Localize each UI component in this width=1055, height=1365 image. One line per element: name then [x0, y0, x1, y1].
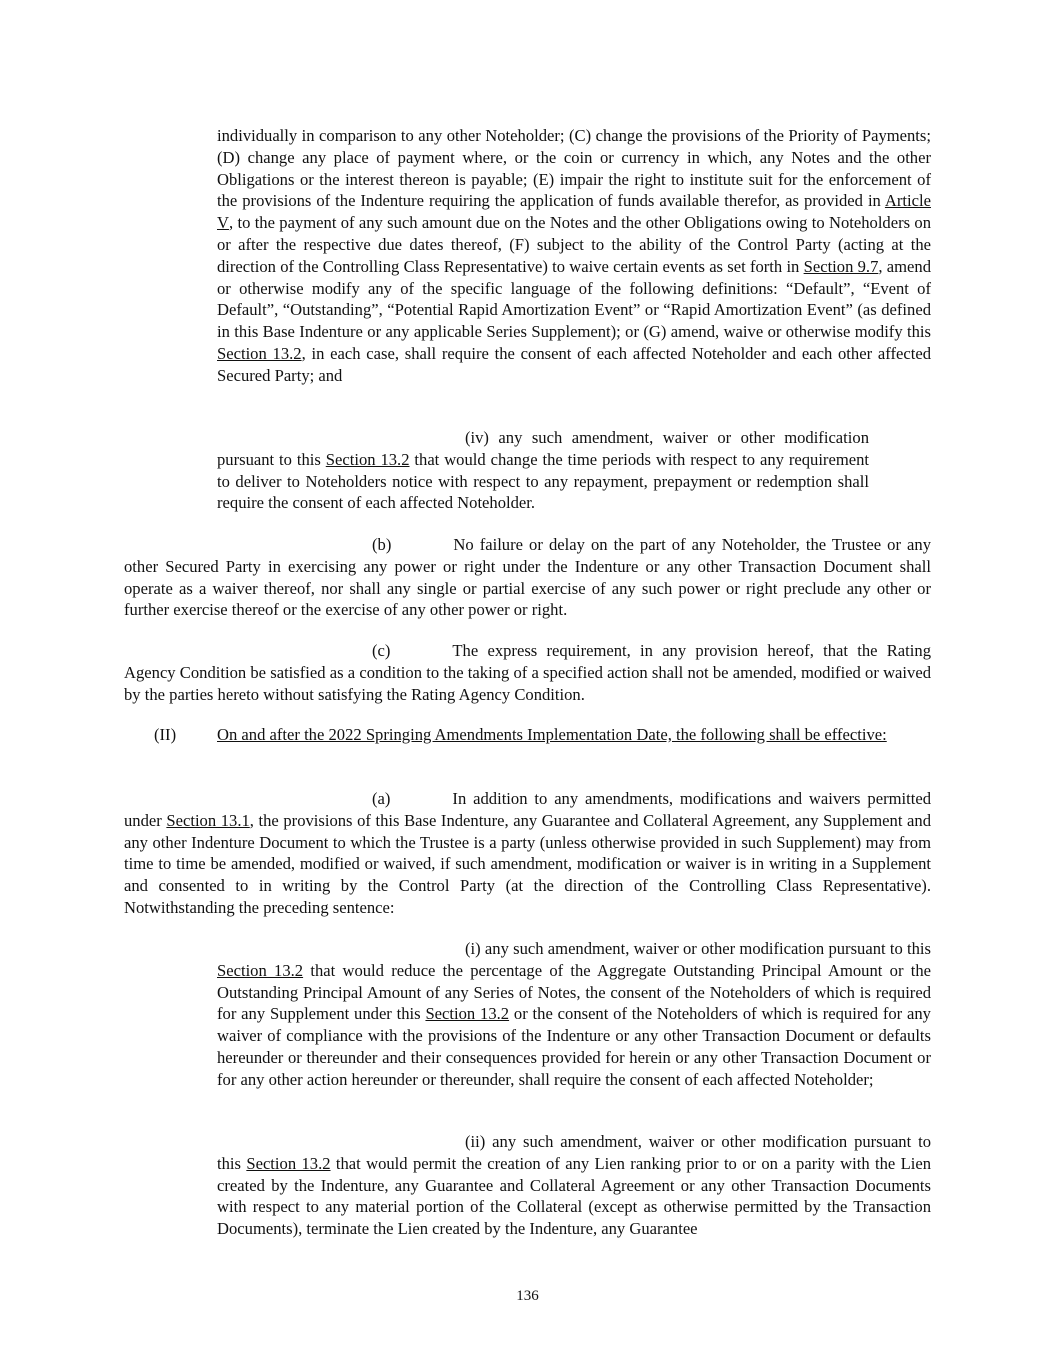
clause-b	[124, 534, 931, 621]
clause-a-number: (a)	[372, 789, 391, 808]
paragraph-continuation	[217, 125, 931, 387]
clause-c-number: (c)	[372, 641, 391, 660]
clause-iv	[217, 427, 869, 514]
paragraph-text: individually in comparison to any other Noteholder; (C) change the provisions of the Priority of Payments; (D) change any place of payment where, or the coin or currency in which, any Notes and the other Obligations or the interest thereon is payable; (E) impair the right to institute suit for the enforcement of the provisions of the Indenture requiring the application of funds available therefor, as provided in Article V, to the payment of any such amount due on the Notes and the other Obligations owing to Noteholders on or after the respective due dates thereof, (F) subject to the ability of the Control Party (acting at the direction of the Controlling Class Representative) to waive certain events as set forth in Section 9.7, amend or otherwise modify any of the specific language of the following definitions: “Default”, “Event of Default”, “Outstanding”, “Potential Rapid Amortization Event” or “Rapid Amortization Event” (as defined in this Base Indenture or any applicable Series Supplement); or (G) amend, waive or otherwise modify this Section 13.2, in each case, shall require the consent of each affected Noteholder and each other affected Secured Party; and	[217, 126, 932, 385]
clause-iv-number: (iv)	[465, 428, 489, 447]
clause-a	[124, 788, 931, 919]
clause-i	[217, 938, 931, 1091]
section-13-1-reference: Section 13.1	[166, 810, 250, 830]
section-13-2-reference: Section 13.2	[217, 343, 302, 363]
clause-a-text: (a) In addition to any amendments, modifications and waivers permitted under Section 13.1, the provisions of this Base Indenture, any Guarantee and Collateral Agreement, any Supplement and any other Indenture Document to which the Trustee is a party (unless otherwise provided in such Supplement) may from time to time be amended, modified or waived, if such amendment, modification or waiver is in writing in a Supplement and consented to in writing by the Control Party (at the direction of the Controlling Class Representative). Notwithstanding the preceding sentence:	[124, 789, 931, 917]
section-13-2-reference: Section 13.2	[325, 449, 410, 469]
clause-i-number: (i)	[465, 939, 481, 958]
clause-i-text: (i) any such amendment, waiver or other modification pursuant to this Section 13.2 that would reduce the percentage of the Aggregate Outstanding Principal Amount or the Outstanding Principal Amount of any Series of Notes, the consent of the Noteholders of which is required for any Supplement under this Section 13.2 or the consent of the Noteholders of which is required for any waiver of compliance with the provisions of the Indenture or any other Transaction Document or defaults hereunder or thereunder and their consequences provided for herein or any other Transaction Document or for any other action hereunder or thereunder, shall require the consent of each affected Noteholder;	[217, 939, 931, 1089]
article-v-reference: Article V	[217, 191, 931, 233]
clause-c-text: (c) The express requirement, in any provision hereof, that the Rating Agency Condition be satisfied as a condition to the taking of a specified action shall not be amended, modified or waived by the parties hereto without satisfying the Rating Agency Condition.	[124, 641, 931, 704]
heading-text: On and after the 2022 Springing Amendments Implementation Date, the following shall be effective:	[217, 725, 887, 744]
clause-iv-text: (iv) any such amendment, waiver or other modification pursuant to this Section 13.2 that would change the time periods with respect to any requirement to deliver to Noteholders notice with respect to any repayment, prepayment or redemption shall require the consent of each affected Noteholder.	[217, 428, 869, 513]
page-number: 136	[516, 1288, 539, 1304]
section-13-2-reference: Section 13.2	[246, 1153, 331, 1173]
section-9-7-reference: Section 9.7	[803, 256, 879, 276]
section-13-2-reference: Section 13.2	[217, 960, 304, 980]
section-13-2-reference: Section 13.2	[425, 1004, 510, 1024]
clause-c	[124, 640, 931, 705]
clause-ii-text: (ii) any such amendment, waiver or other modification pursuant to this Section 13.2 that would permit the creation of any Lien ranking prior to or on a parity with the Lien created by the Indenture, any Guarantee and Collateral Agreement or any other Transaction Documents with respect to any material portion of the Collateral (except as otherwise permitted by the Transaction Documents), terminate the Lien created by the Indenture, any Guarantee	[217, 1132, 931, 1239]
heading-label: (II)	[154, 725, 177, 744]
clause-b-number: (b)	[372, 535, 392, 554]
clause-ii-number: (ii)	[465, 1132, 486, 1151]
clause-b-text: (b) No failure or delay on the part of any Noteholder, the Trustee or any other Secured Party in exercising any power or right under the Indenture or any other Transaction Document shall operate as a waiver thereof, nor shall any single or partial exercise of any such power or right preclude any other or further exercise thereof or the exercise of any other power or right.	[124, 535, 931, 620]
clause-ii	[217, 1131, 931, 1240]
